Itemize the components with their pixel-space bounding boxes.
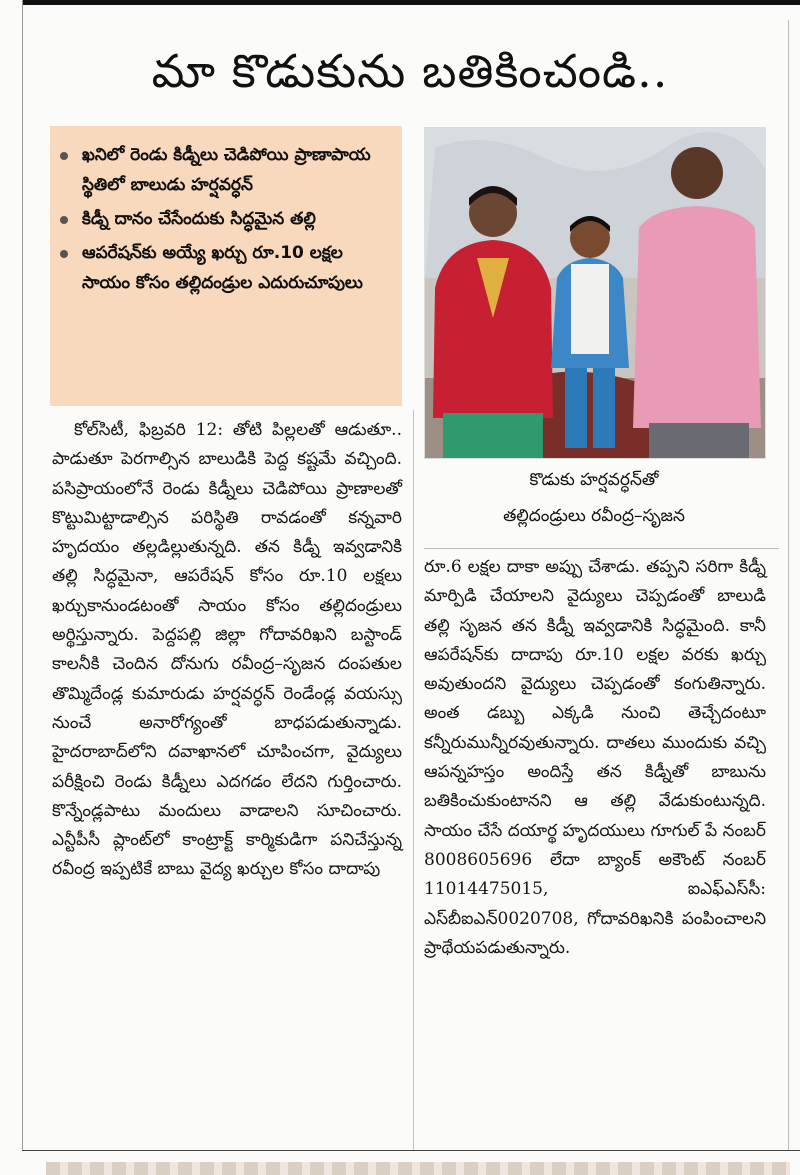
bullet-icon: [60, 216, 68, 224]
family-photo-illustration: [425, 128, 765, 458]
highlight-text: ఖనిలో రెండు కిడ్నీలు చెడిపోయి ప్రాణాపాయ స్థితిలో బాలుడు హర్షవర్ధన్: [82, 145, 371, 195]
highlights-box: [50, 126, 402, 406]
left-frame-line: [22, 0, 23, 1150]
bullet-icon: [60, 152, 68, 160]
highlight-item: [60, 204, 394, 234]
body-left-column: కోల్‌సిటీ, ఫిబ్రవరి 12: తోటి పిల్లలతో ఆడుతూ.. పాడుతూ పెరగాల్సిన బాలుడికి పెద్ద కష్టమే వచ్చింది. పసిప్రాయంలోనే రెండు కిడ్నీలు చెడిపోయి ప్రాణాలతో కొట్టుమిట్టాడాల్సిన పరిస్థితి రావడంతో కన్నవారి హృదయం తల్లడిల్లుతున్నది. తన కిడ్నీ ఇవ్వడానికి తల్లి సిద్ధమైనా, ఆపరేషన్ కోసం రూ.10 లక్షలు ఖర్చుకానుండటంతో సాయం కోసం తల్లిదండ్రులు అర్థిస్తున్నారు. పెద్దపల్లి జిల్లా గోదావరిఖని బస్టాండ్ కాలనీకి చెందిన దోనుగు రవీంద్ర–సృజన దంపతుల తొమ్మిదేండ్ల కుమారుడు హర్షవర్ధన్ రెండేండ్ల వయస్సు నుంచే అనారోగ్యంతో బాధపడుతున్నాడు. హైదరాబాద్‌లోని దవాఖానలో చూపించగా, వైద్యులు పరీక్షించి రెండు కిడ్నీలు ఎదగడం లేదని గుర్తించారు. కొన్నేండ్లపాటు మందులు వాడాలని సూచించారు. ఎన్టీపీసీ ప్లాంట్‌లో కాంట్రాక్ట్ కార్మికుడిగా పనిచేస్తున్న రవీంద్ర ఇప్పటికే బాబు వైద్య ఖర్చుల కోసం దాదాపు: [52, 420, 402, 880]
highlight-item: [60, 238, 394, 298]
caption-divider: [424, 548, 779, 549]
highlight-item: [60, 140, 394, 200]
next-article-strip: [46, 1162, 790, 1175]
photo-caption: [424, 462, 764, 542]
caption-line-1: కొడుకు హర్షవర్ధన్‌తో: [529, 470, 659, 490]
bottom-border-rule: [22, 1150, 800, 1151]
right-frame-line: [788, 20, 789, 1150]
bullet-icon: [60, 250, 68, 258]
body-right-column: రూ.6 లక్షల దాకా అప్పు చేశాడు. తప్పని సరిగా కిడ్నీ మార్పిడి చేయాలని వైద్యులు చెప్పడంతో బాలుడి తల్లి సృజన తన కిడ్నీ ఇవ్వడానికి సిద్ధమైంది. కానీ ఆపరేషన్‌కు దాదాపు రూ.10 లక్షల వరకు ఖర్చు అవుతుందని వైద్యులు చెప్పడంతో కంగుతిన్నారు. అంత డబ్బు ఎక్కడి నుంచి తెచ్చేదంటూ కన్నీరుమున్నీరవుతున్నారు. దాతలు ముందుకు వచ్చి ఆపన్నహస్తం అందిస్తే తన కిడ్నీతో బాబును బతికించుకుంటానని ఆ తల్లి వేడుకుంటున్నది. సాయం చేసే దయార్థ హృదయులు గూగుల్ పే నంబర్ 8008605696 లేదా బ్యాంక్ అకౌంట్ నంబర్ 11014475015, ఐఎఫ్ఎస్‌సీ: ఎస్‌బీఐఎన్0020708, గోదావరిఖనికి పంపించాలని ప్రాథేయపడుతున్నారు.: [424, 557, 766, 958]
highlight-text: ఆపరేషన్‌కు అయ్యే ఖర్చు రూ.10 లక్షల సాయం కోసం తల్లిదండ్రుల ఎదురుచూపులు: [82, 243, 363, 293]
family-photo: [424, 127, 766, 459]
highlights-list: [60, 140, 394, 298]
article-headline: మా కొడుకును బతికించండి..: [151, 44, 669, 98]
caption-line-2: తల్లిదండ్రులు రవీంద్ర–సృజన: [503, 506, 685, 526]
column-divider: [413, 410, 414, 1150]
highlight-text: కిడ్నీ దానం చేసేందుకు సిద్ధమైన తల్లి: [82, 209, 316, 229]
top-border-rule: [22, 0, 800, 5]
